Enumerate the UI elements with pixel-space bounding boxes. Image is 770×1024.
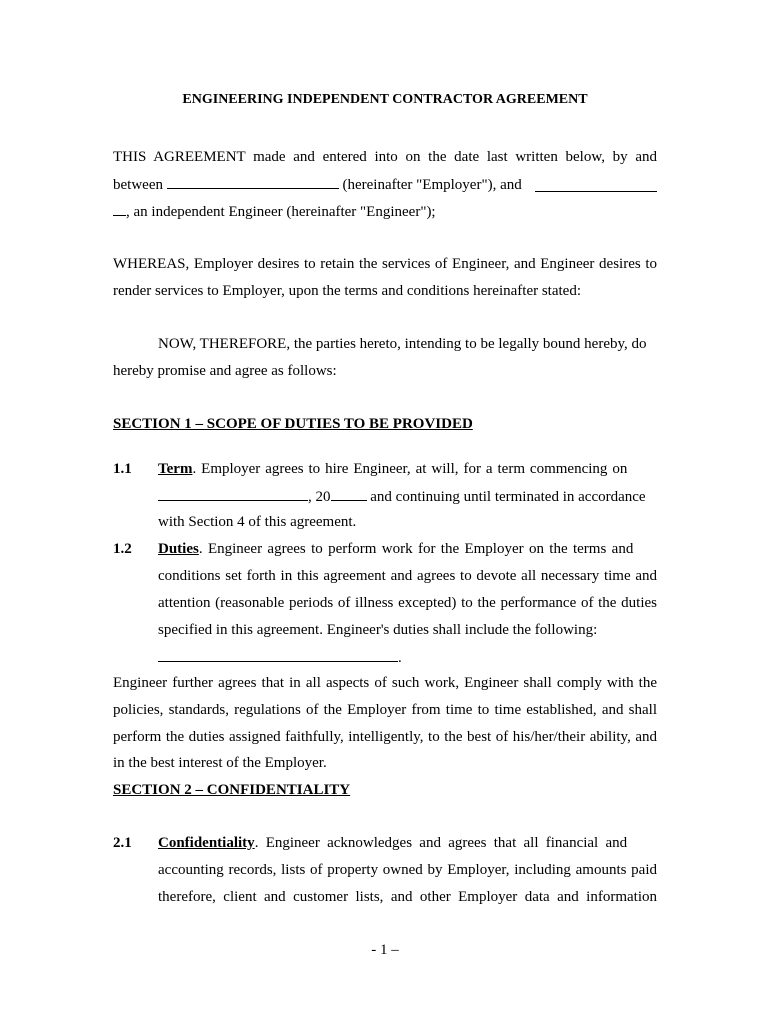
year-blank[interactable] [331, 486, 367, 501]
whereas-line-1: WHEREAS, Employer desires to retain the services of Engineer, and Engineer desires to [113, 256, 657, 272]
clause-1-1-line-2 [158, 486, 657, 506]
clause-1-1-line-1 [158, 459, 657, 479]
engineer-blank[interactable] [535, 177, 657, 192]
intro-text: , an independent Engineer (hereinafter "Engineer"); [126, 204, 436, 220]
clause-1-2-line-5 [158, 647, 657, 667]
duties-blank[interactable] [158, 647, 398, 662]
clause-text: . Employer agrees to hire Engineer, at will, for a term commencing on [192, 461, 628, 477]
clause-term: Duties [158, 541, 199, 557]
clause-1-2-line-4: specified in this agreement. Engineer's duties shall include the following: [158, 622, 598, 638]
intro-text: (hereinafter "Employer"), and [342, 177, 522, 193]
clause-2-1-line-3: therefore, client and customer lists, and other Employer data and information [158, 889, 657, 905]
clause-text: . Engineer acknowledges and agrees that all financial and [254, 835, 628, 851]
clause-number: 1.1 [113, 461, 132, 477]
section-1-heading: SECTION 1 – SCOPE OF DUTIES TO BE PROVIDED [113, 416, 473, 432]
clause-term: Term [158, 461, 193, 477]
clause-1-2-line-1 [158, 539, 657, 559]
intro-text: between [113, 177, 163, 193]
clause-term: Confidentiality [158, 835, 255, 851]
intro-line-1: THIS AGREEMENT made and entered into on the date last written below, by and [113, 149, 657, 165]
further-line-3: perform the duties assigned faithfully, intelligently, to the best of his/her/their ability, and [113, 729, 657, 745]
clause-1-1-line-3: with Section 4 of this agreement. [158, 514, 357, 530]
clause-number: 1.2 [113, 541, 132, 557]
now-line-1: NOW, THEREFORE, the parties hereto, intending to be legally bound hereby, do [158, 336, 647, 352]
clause-2-1-line-2: accounting records, lists of property owned by Employer, including amounts paid [158, 862, 657, 878]
employer-blank[interactable] [167, 174, 339, 189]
clause-text: , 20 [308, 489, 331, 505]
whereas-line-2: render services to Employer, upon the terms and conditions hereinafter stated: [113, 283, 581, 299]
page-number: - 1 – [371, 942, 399, 958]
intro-line-2 [113, 174, 657, 194]
clause-number: 2.1 [113, 835, 132, 851]
intro-line-3 [113, 201, 657, 221]
section-2-heading: SECTION 2 – CONFIDENTIALITY [113, 782, 351, 798]
engineer-blank-end[interactable] [113, 201, 126, 216]
clause-1-2-line-3: attention (reasonable periods of illness excepted) to the performance of the duties [158, 595, 657, 611]
start-date-blank[interactable] [158, 486, 308, 501]
clause-text: . Engineer agrees to perform work for the Employer on the terms and [198, 541, 634, 557]
document-title: ENGINEERING INDEPENDENT CONTRACTOR AGREEMENT [182, 92, 588, 107]
further-line-2: policies, standards, regulations of the Employer from time to time established, and shall [113, 702, 657, 718]
further-line-4: in the best interest of the Employer. [113, 755, 327, 771]
further-line-1: Engineer further agrees that in all aspects of such work, Engineer shall comply with the [113, 675, 657, 691]
now-line-2: hereby promise and agree as follows: [113, 363, 337, 379]
clause-1-2-line-2: conditions set forth in this agreement and agrees to devote all necessary time and [158, 568, 657, 584]
clause-text: and continuing until terminated in accordance [370, 489, 646, 505]
clause-2-1-line-1 [158, 833, 657, 853]
clause-text: . [398, 650, 402, 666]
